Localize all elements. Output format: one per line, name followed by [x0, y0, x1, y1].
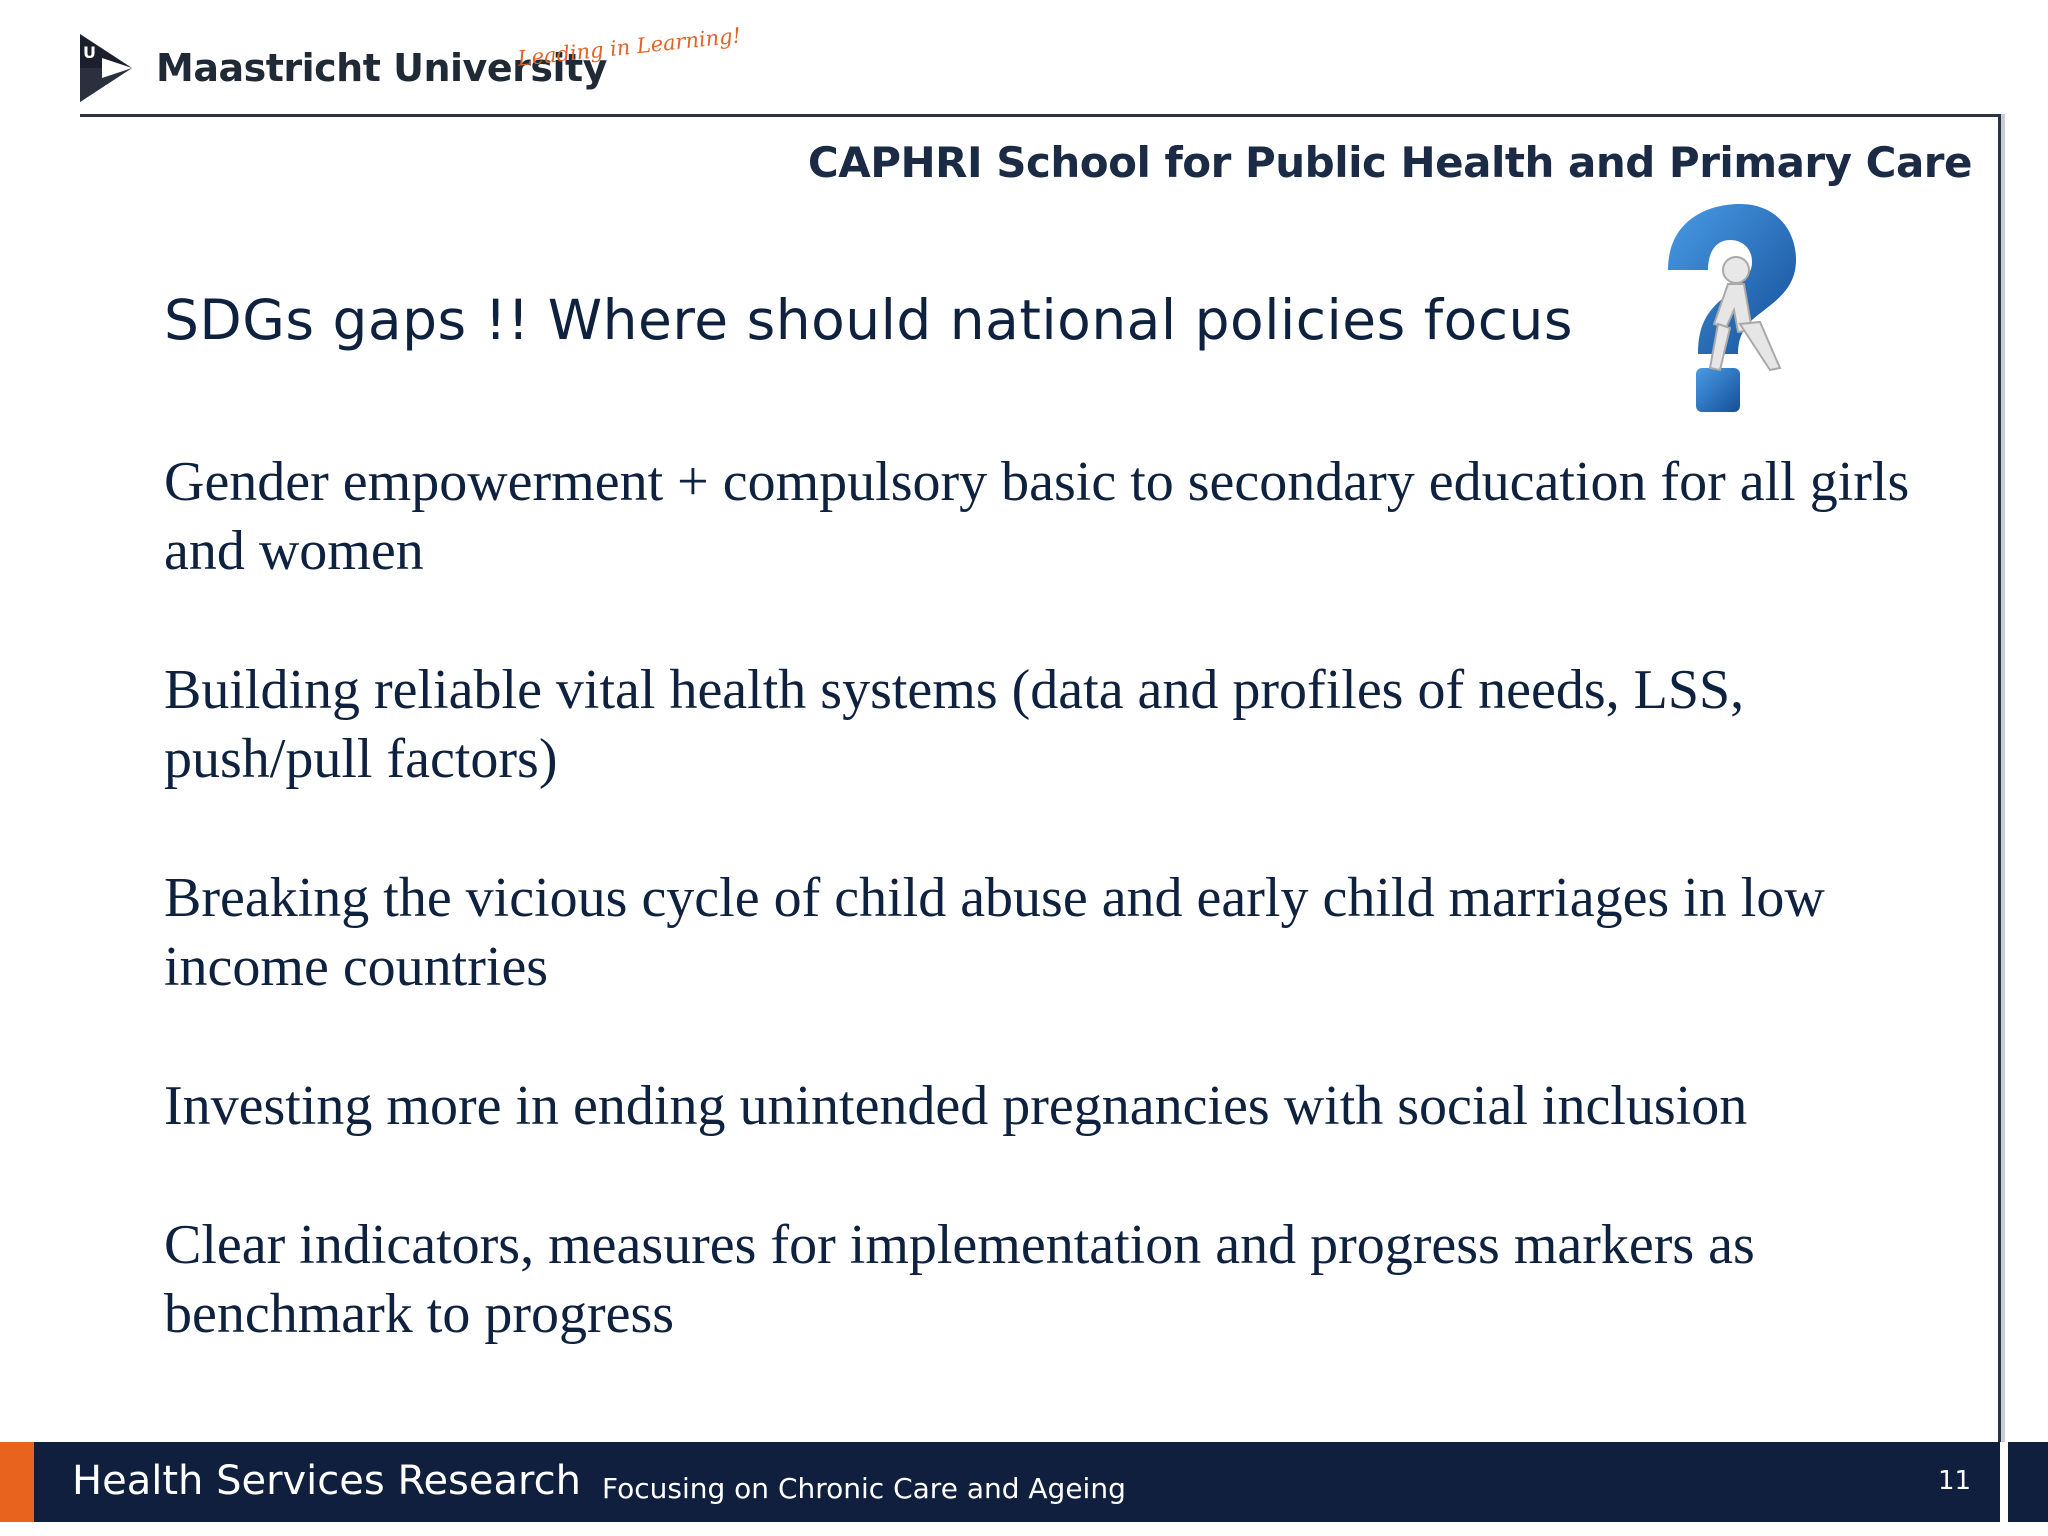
school-heading: CAPHRI School for Public Health and Primary Care [807, 138, 1972, 187]
bullet-list [164, 448, 1924, 1419]
maastricht-um-logo-icon [80, 34, 132, 102]
footer-notch [2000, 1442, 2008, 1522]
footer-subtitle: Focusing on Chronic Care and Ageing [602, 1472, 1126, 1505]
university-name: Maastricht University [156, 46, 607, 90]
question-mark-figure-icon [1648, 200, 1798, 420]
bullet-item: Breaking the vicious cycle of child abuse and early child marriages in low income countries [164, 867, 1825, 998]
tagline-text: Leading in Learning! [516, 23, 743, 71]
footer-title: Health Services Research [72, 1458, 581, 1504]
page-number: 11 [1938, 1466, 1972, 1496]
logo-letter-m: M [104, 82, 119, 100]
bullet-item: Clear indicators, measures for implementation and progress markers as benchmark to progress [164, 1214, 1755, 1345]
header-divider [80, 114, 2003, 117]
frame-right-shadow [2001, 114, 2005, 1444]
logo-letter-u: U [83, 43, 96, 62]
bullet-item: Investing more in ending unintended pregnancies with social inclusion [164, 1075, 1748, 1137]
bullet-item: Building reliable vital health systems (data and profiles of needs, LSS, push/pull factors) [164, 659, 1745, 790]
footer-bar [0, 1442, 2048, 1522]
tagline-script [516, 20, 743, 100]
footer-accent [0, 1442, 34, 1522]
bullet-item: Gender empowerment + compulsory basic to secondary education for all girls and women [164, 451, 1910, 582]
slide-title: SDGs gaps !! Where should national policies focus [164, 288, 1574, 352]
